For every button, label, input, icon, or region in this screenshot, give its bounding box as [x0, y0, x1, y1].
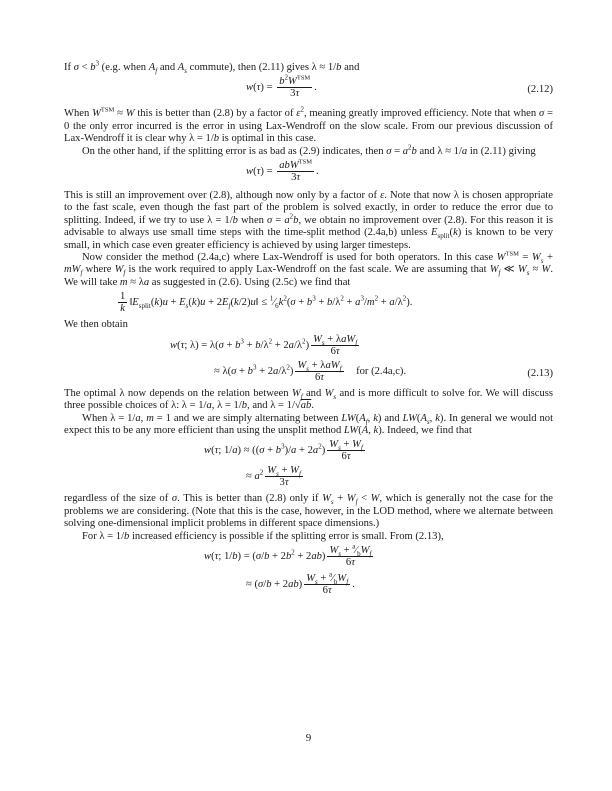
paragraph-6: We then obtain — [64, 319, 128, 331]
paragraph-4: This is still an improvement over (2.8), although now only by a factor of ε. Note that now λ is chosen appropriate to the fast scale, even though the fast part of the problem is solved exactly, in order to reduce the error due to splitting. Indeed, if we try to use λ = 1/b when $\sigma = a^2b$, we obtain no improvement over (2.8). For this reason it is advisable to always use small time steps with the time-split method (2.4a,b) unless $E_{split}(k)$ is known to be very small, in which case even greater efficiency is achieved by using larger timesteps. — [64, 190, 553, 251]
paragraph-9: regardless of the size of σ. This is better than (2.8) only if $W_s + W_f < W$, which is generally not the case for the problems we are considering. (Note that this is the case, however, in the LOD method, where we alternate between solving one-dimensional implicit problems in different space dimensions.) — [64, 493, 553, 530]
paragraph-7: The optimal λ now depends on the relation between $W_f$ and $W_s$ and is more difficult to solve for. We will discuss three possible choices of λ: λ = 1/a, λ = 1/b, and λ = 1/√ab. — [64, 387, 554, 412]
equation-2-13: w(τ; $\lambda) = \lambda(\sigma + b^3 + b/\lambda^2 + 2a/\lambda^2)$ $\frac{W_s + \lambda aW_f}{6\tau}$ ≈ $\lambda(\sigma + b^3 + 2a/\lambda^2)$ $\frac{W_s + \lambda aW_f}{6\tau}$ for (2.4a,c). (2.13) — [170, 333, 553, 383]
paragraph-8: When λ = 1/a, m = 1 and we are simply alternating between $LW(A_f$, k) and $LW(A_s$, k). In general we would not expect this to be any more efficient than using the unsplit method LW(A, k). Indeed, we find that — [64, 412, 554, 436]
equation-condition: for (2.4a,c). — [356, 365, 407, 377]
paragraph-10: For λ = 1/b increased efficiency is possible if the splitting error is small. From (2.13), — [82, 530, 444, 542]
equation-2-12: w(τ) = $\frac{b^2W^{TSM}}{3\tau}$ . (2.12) — [246, 73, 553, 100]
page-number: 9 — [305, 732, 312, 744]
equation-number: (2.13) — [527, 367, 553, 379]
paragraph-2: When $W^{TSM} \approx W$ this is better than (2.8) by a factor of $\varepsilon^2$, meaning greatly improved efficiency. Note that when σ = 0 the only error incurred is the error in using Lax-Wendroff on the slow scale. From our previous discussion of Lax-Wendroff it is clear why λ = 1/b is optimal in this case. — [64, 105, 553, 145]
inequality-split-error: $\frac{1}{k}$ $‖E_{split}(k)u + E_s(k)u$ + $2E_f(k/2)u‖$ ≤ $^1⁄_6k^2(\sigma + b^3 + b/\lambda^2 + a^3/m^2 + a/\lambda^2)$. — [120, 291, 413, 315]
equation-number: (2.12) — [527, 84, 553, 96]
equation-w-1-over-b: w(τ; $1/b) = (\sigma/b + 2b^2 + 2ab)$ $\frac{W_s + ^a⁄_bW_f}{6\tau}$ ≈ (σ/b + 2ab) $\frac{W_s + ^a⁄_bW_f}{6\tau}$ . — [204, 542, 372, 596]
equation-w-1-over-a: w(τ; $1/a) \approx ((\sigma + b^3)/a + 2a^2)$ $\frac{W_s + W_f}{6\tau}$ ≈ $a^2$ $\frac{W_s + W_f}{3\tau}$ — [204, 439, 363, 489]
paper-page — [64, 59, 554, 744]
text: If — [64, 62, 74, 73]
paragraph-3: On the other hand, if the splitting error is as bad as (2.9) indicates, then $\sigma = a^2b$ and λ ≈ 1/a in (2.11) giving — [82, 143, 536, 157]
equation-w-ab: w(τ) = $\frac{abW^{TSM}}{3\tau}$ . — [246, 158, 319, 184]
paragraph-5: Now consider the method (2.4a,c) where Lax-Wendroff is used for both operators. In this case $W^{TSM} = W_s + mW_f$ where $W_f$ is the work required to apply Lax-Wendroff on the fast scale. We are assuming that $W_f$ ≪ $W_s \approx W$. We will take m ≈ λa as suggested in (2.6). Using (2.5c) we find that — [64, 250, 553, 288]
paragraph-intro: If $\sigma < b^3$ (e.g. when $A_f$ and $A_s$ commute), then (2.11) gives λ ≈ 1/b and — [64, 59, 360, 76]
